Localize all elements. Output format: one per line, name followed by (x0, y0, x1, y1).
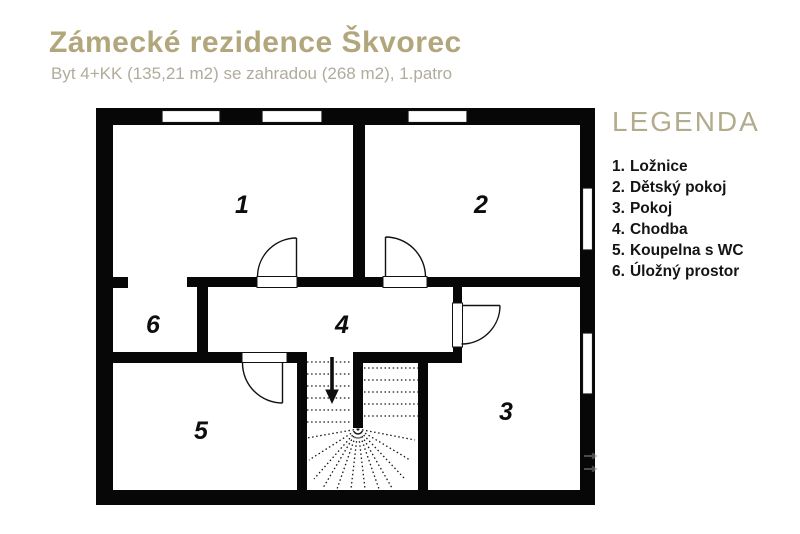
room-label-2: 2 (474, 191, 488, 219)
window-icon (262, 111, 322, 123)
legend-item-label: Pokoj (629, 200, 673, 217)
window-icon (583, 188, 593, 250)
legend-heading: LEGENDA (612, 106, 760, 137)
legend-item (612, 156, 792, 177)
room-label-6: 6 (146, 311, 160, 339)
stairs-down-arrow-icon (325, 357, 339, 404)
windows (162, 111, 593, 395)
door-threshold (453, 303, 463, 347)
walls (96, 108, 595, 505)
legend-item (612, 219, 792, 240)
page-title: Zámecké rezidence Škvorec (49, 26, 462, 59)
legend-item (612, 261, 792, 282)
door-arc-room3 (462, 306, 501, 345)
legend-item-number: 3. (612, 200, 625, 217)
door-threshold (257, 277, 297, 288)
stair-treads-right (364, 368, 418, 416)
legend-list (612, 156, 792, 282)
door-arc-room5 (243, 363, 283, 403)
door-arc-room2 (386, 237, 426, 277)
door-thresholds (242, 277, 463, 363)
legend-item-number: 1. (612, 158, 625, 175)
door-arc-room1 (258, 238, 297, 277)
legend-item (612, 198, 792, 219)
legend-item-label: Dětský pokoj (629, 179, 727, 196)
legend-item (612, 240, 792, 261)
door-threshold (242, 353, 287, 363)
legend-item-number: 4. (612, 221, 625, 238)
legend-item (612, 177, 792, 198)
legend-item-number: 5. (612, 242, 625, 259)
legend-item-label: Úložný prostor (629, 263, 740, 280)
room-label-5: 5 (194, 417, 208, 445)
door-threshold (383, 277, 427, 288)
window-icon (408, 111, 467, 123)
stair-winders (307, 429, 415, 489)
room-label-3: 3 (499, 398, 513, 426)
legend-item-label: Ložnice (629, 158, 688, 175)
legend-item-label: Chodba (629, 221, 688, 238)
page-subtitle: Byt 4+KK (135,21 m2) se zahradou (268 m2), 1.patro (51, 64, 453, 83)
legend-item-label: Koupelna s WC (629, 242, 744, 259)
window-icon (162, 111, 220, 123)
legend (612, 106, 792, 282)
room-label-4: 4 (335, 311, 349, 339)
room-label-1: 1 (235, 191, 249, 219)
legend-item-number: 6. (612, 263, 625, 280)
legend-item-number: 2. (612, 179, 625, 196)
window-icon (583, 333, 593, 394)
